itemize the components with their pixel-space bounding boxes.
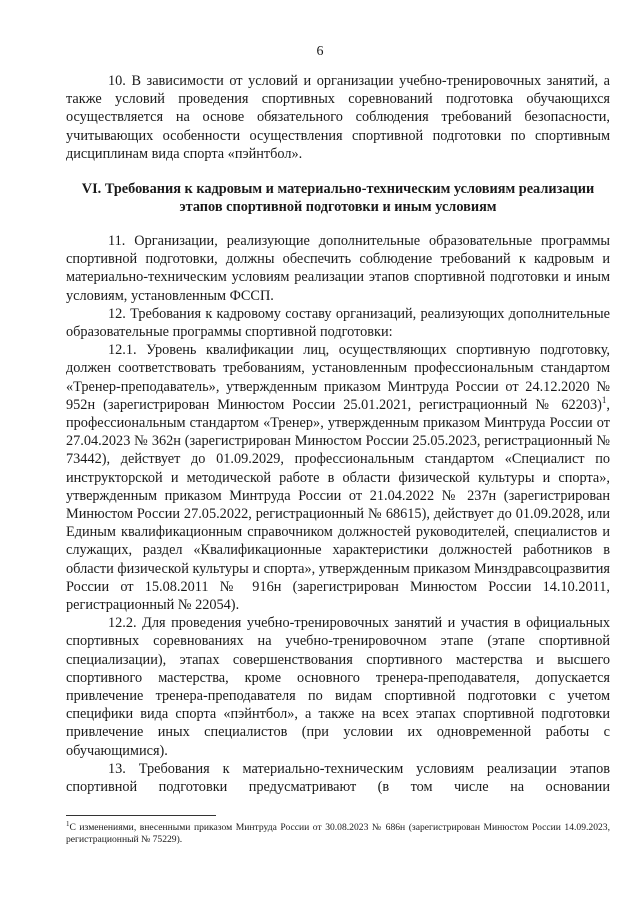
section-heading-block <box>66 180 610 216</box>
main-text-block <box>66 232 610 796</box>
paragraph-12-2: 12.2. Для проведения учебно-тренировочных занятий и участия в официальных спортивных соревнованиях на учебно-тренировочном этапе (этапе спортивной специализации), этапах совершенствования спортивного мастерства и высшего спортивного мастерства, кроме основного тренера-преподавателя, допускается привлечение тренера-преподавателя по видам спортивной подготовки с учетом специфики вида спорта «пэйнтбол», а также на всех этапах спортивной подготовки привлечение иных специалистов (при условии их одновременной работы с обучающимися). <box>66 615 610 759</box>
paragraph-13: 13. Требования к материально-техническим условиям реализации этапов спортивной подготовки предусматривают (в том числе на основании <box>66 760 610 796</box>
paragraph-10: 10. В зависимости от условий и организации учебно-тренировочных занятий, а также условий проведения спортивных соревнований подготовка обучающихся осуществляется на основе обязательного соблюдения требований безопасности, учитывающих особенности осуществления спортивной подготовки по спортивным дисциплинам вида спорта «пэйнтбол». <box>66 73 610 162</box>
footnote <box>66 819 610 846</box>
section-heading: VI. Требования к кадровым и материально-техническим условиям реализации этапов спортивной подготовки и иным условиям <box>81 181 595 216</box>
paragraph-12: 12. Требования к кадровому составу организаций, реализующих дополнительные образовательные программы спортивной подготовки: <box>66 305 610 341</box>
paragraph-11: 11. Организации, реализующие дополнительные образовательные программы спортивной подготовки, должны обеспечить соблюдение требований к кадровым и материально-техническим условиям реализации этапов спортивной подготовки и иным условиям, установленным ФССП. <box>66 233 610 304</box>
footnote-text: С изменениями, внесенными приказом Минтруда России от 30.08.2023 № 686н (зарегистрирован Минюстом России 14.09.2023, регистрационный № 75229). <box>66 822 610 845</box>
paragraph-12-1 <box>66 341 610 614</box>
footnote-marker: 1 <box>66 819 70 828</box>
footnote-divider <box>66 815 216 816</box>
paragraph-10-block <box>66 72 610 163</box>
paragraph-12-1-text-start: 12.1. Уровень квалификации лиц, осуществляющих спортивную подготовку, должен соответствовать требованиям, установленным профессиональным стандартом «Тренер-преподаватель», утвержденным приказом Минтруда России от 24.12.2020 № 952н (зарегистрирован Минюстом России 25.01.2021, регистрационный № 62203) <box>66 342 610 413</box>
footnote-reference: 1 <box>601 395 607 406</box>
page-number: 6 <box>316 44 324 59</box>
paragraph-12-1-text-end: , профессиональным стандартом «Тренер», утвержденным приказом Минтруда России от 27.04.2023 № 362н (зарегистрирован Минюстом России 25.05.2023, регистрационный № 73442), действует до 01.09.2029, профессиональным стандартом «Специалист по инструкторской и методической работе в области физической культуры и спорта», утвержденным приказом Минтруда России от 21.04.2022 № 237н (зарегистрирован Минюстом России 27.05.2022, регистрационный № 68615), действует до 01.09.2028, или Единым квалификационным справочником должностей руководителей, специалистов и служащих, раздел «Квалификационные характеристики должностей работников в области физической культуры и спорта», утвержденным приказом Минздравсоцразвития России от 15.08.2011 № 916н (зарегистрирован Минюстом России 14.10.2011, регистрационный № 22054). <box>66 396 610 614</box>
